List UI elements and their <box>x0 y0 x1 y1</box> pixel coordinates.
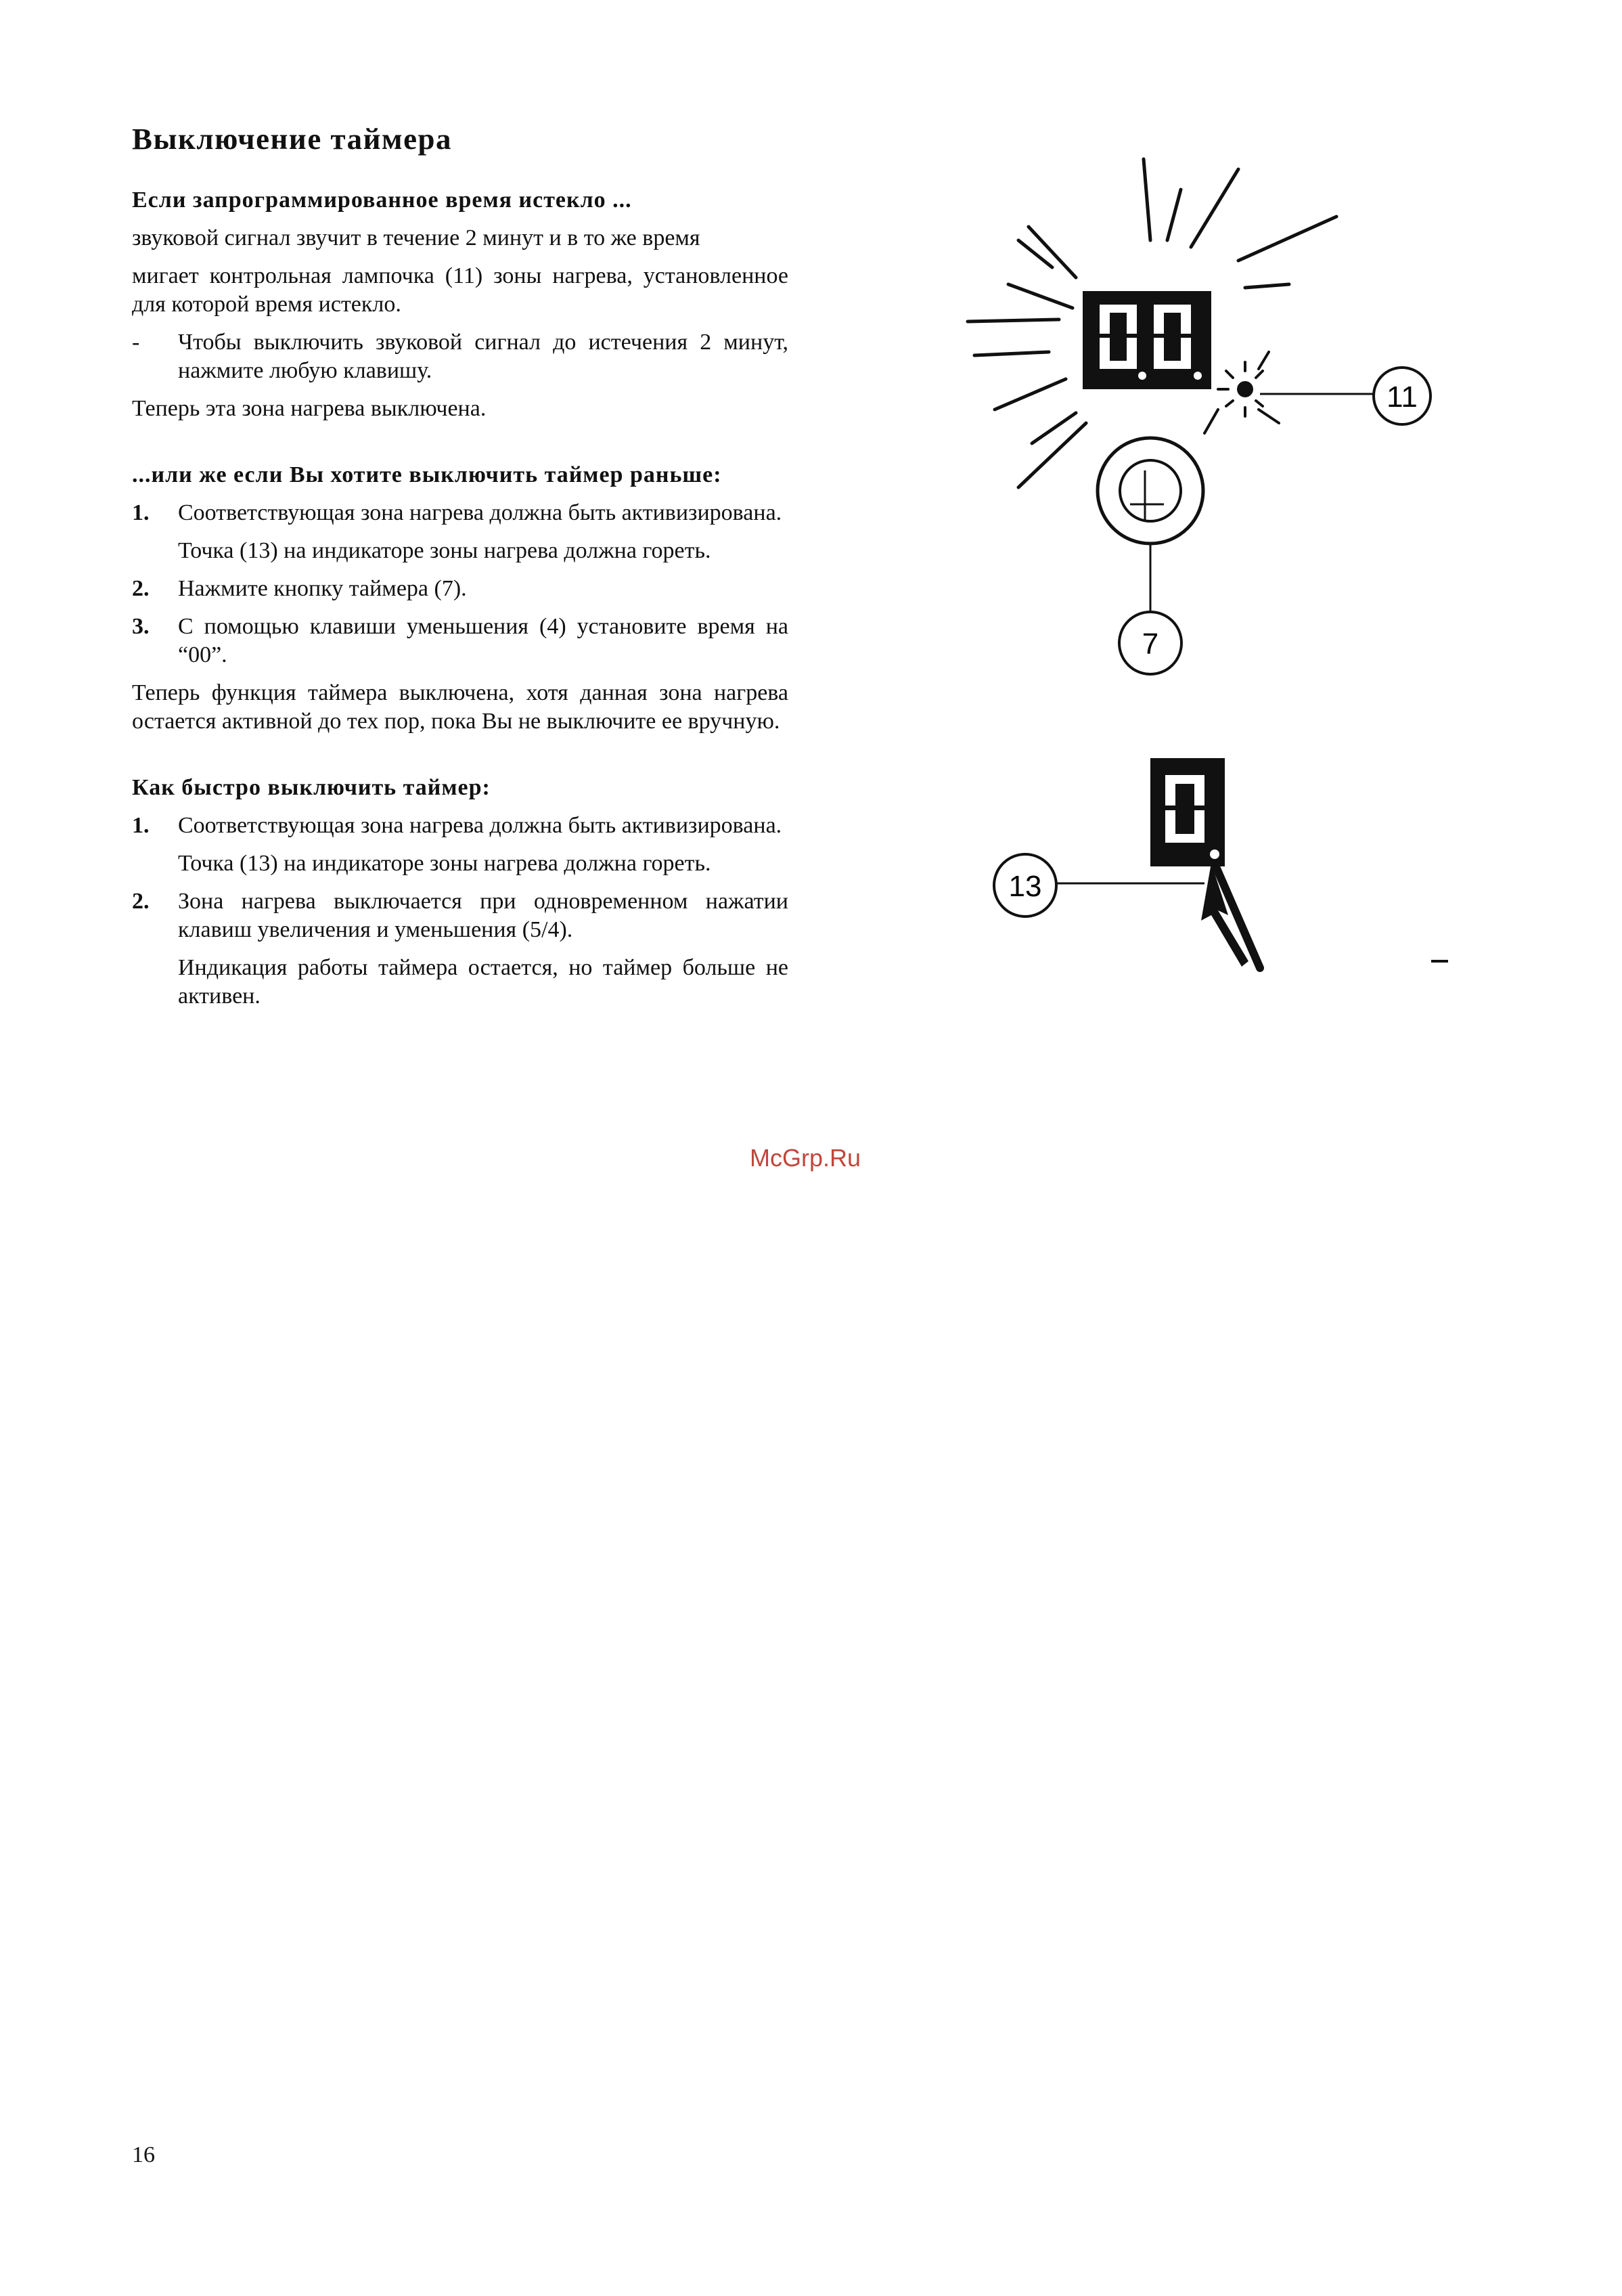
item-number: 2. <box>132 889 150 914</box>
item-note: Индикация работы таймера остается, но таймер больше не активен. <box>178 955 788 1009</box>
page-number: 16 <box>132 2142 155 2167</box>
paragraph: звуковой сигнал звучит в течение 2 минут и в то же время <box>132 225 700 250</box>
watermark: McGrp.Ru <box>750 1144 861 1172</box>
single-digit-display <box>1150 758 1225 866</box>
double-digit-display <box>1083 291 1211 389</box>
label-13: 13 <box>1008 870 1042 903</box>
label-7: 7 <box>1142 627 1159 661</box>
item-note: Точка (13) на индикаторе зоны нагрева должна гореть. <box>178 538 711 563</box>
paragraph: мигает контрольная лампочка (11) зоны нагрева, установленное для которой время истекло. <box>132 263 788 317</box>
section-title: Если запрограммированное время истекло ... <box>132 187 632 213</box>
bullet-mark: - <box>132 330 140 355</box>
item-text: Соответствующая зона нагрева должна быть активизирована. <box>178 500 782 525</box>
section-title: Как быстро выключить таймер: <box>132 775 491 800</box>
label-11: 11 <box>1387 380 1418 414</box>
item-number: 1. <box>132 500 150 525</box>
item-number: 1. <box>132 813 150 838</box>
item-number: 3. <box>132 614 150 639</box>
page-title: Выключение таймера <box>132 123 453 156</box>
item-text: С помощью клавиши уменьшения (4) установите время на “00”. <box>178 614 788 667</box>
bullet-text: Чтобы выключить звуковой сигнал до истечения 2 минут, нажмите любую клавишу. <box>178 330 788 383</box>
item-number: 2. <box>132 576 150 601</box>
section-title: ...или же если Вы хотите выключить таймер раньше: <box>132 462 722 487</box>
item-text: Соответствующая зона нагрева должна быть активизирована. <box>178 813 782 838</box>
item-text: Нажмите кнопку таймера (7). <box>178 576 467 601</box>
item-text: Зона нагрева выключается при одновременном нажатии клавиш увеличения и уменьшения (5/4). <box>178 889 788 942</box>
paragraph: Теперь эта зона нагрева выключена. <box>132 396 487 421</box>
item-note: Точка (13) на индикаторе зоны нагрева должна гореть. <box>178 851 711 876</box>
paragraph: Теперь функция таймера выключена, хотя данная зона нагрева остается активной до тех пор, пока Вы не выключите ее вручную. <box>132 680 788 734</box>
arrow-pointer-icon <box>1201 863 1260 968</box>
